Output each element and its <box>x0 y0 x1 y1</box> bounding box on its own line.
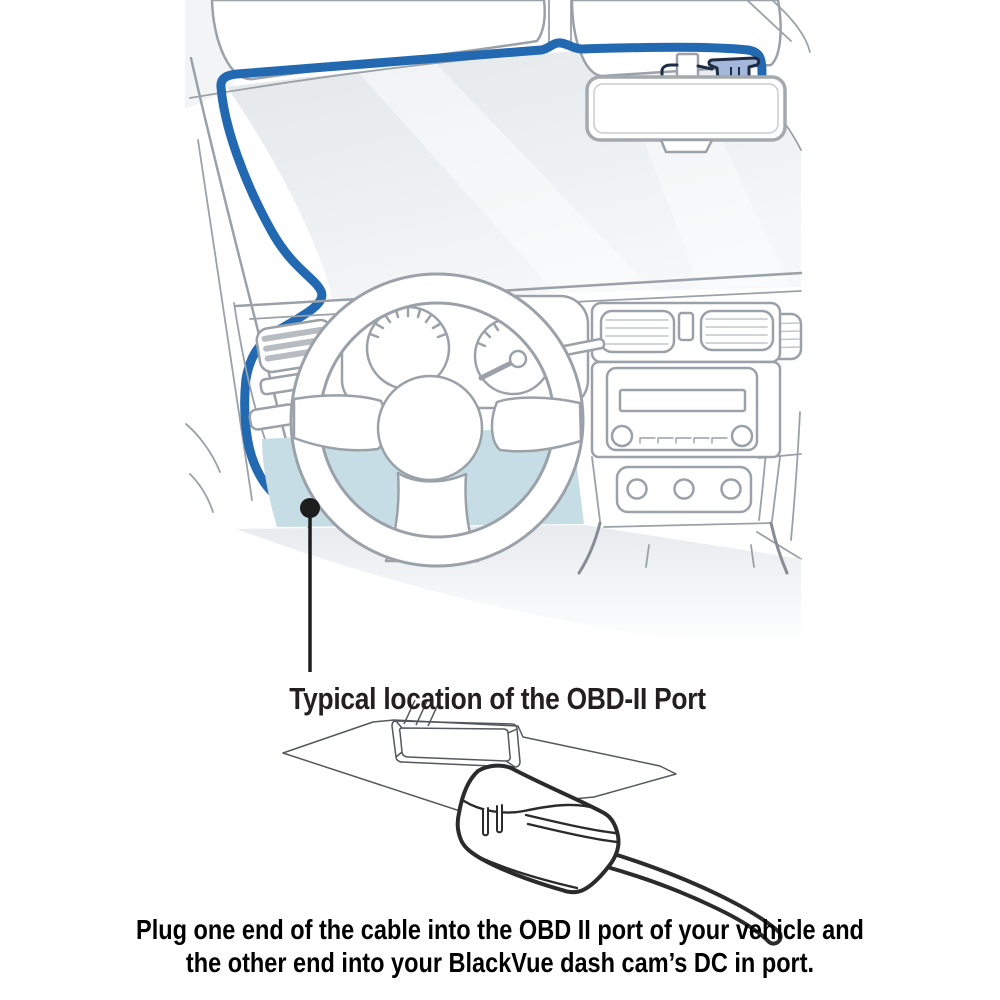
obd-bay-inner <box>400 728 511 761</box>
wheel-spoke-left <box>294 395 386 450</box>
center-console <box>592 303 780 527</box>
callout-label: Typical location of the OBD-II Port <box>289 681 706 716</box>
door-handle-lines <box>186 424 220 512</box>
caption <box>80 913 920 979</box>
caption-line-2: the other end into your BlackVue dash cam’s DC in port. <box>185 947 815 978</box>
radio-display <box>620 390 745 411</box>
climate-knob <box>675 480 694 499</box>
mirror-tab <box>661 140 712 152</box>
radio-knob-right <box>732 426 752 446</box>
console-crossbar <box>604 523 772 527</box>
climate-knob <box>722 480 741 499</box>
console-vent-right <box>701 311 773 350</box>
gauge-needle-hub <box>510 351 526 367</box>
wheel-spoke-right <box>492 398 581 452</box>
console-vent-left <box>601 311 674 352</box>
caption-line-1: Plug one end of the cable into the OBD II port of your vehicle and <box>136 914 864 945</box>
mirror-body <box>587 77 785 140</box>
radio-unit <box>607 368 757 450</box>
floor-shading <box>237 525 801 648</box>
wheel-hub-airbag <box>378 376 482 480</box>
obd-connector-illustration <box>283 700 781 944</box>
climate-panel <box>617 467 751 512</box>
radio-knob-left <box>612 426 632 446</box>
climate-knob <box>628 480 647 499</box>
car-interior-illustration <box>185 0 810 672</box>
mirror-arm-gap <box>549 0 571 44</box>
hazard-button <box>679 313 693 340</box>
